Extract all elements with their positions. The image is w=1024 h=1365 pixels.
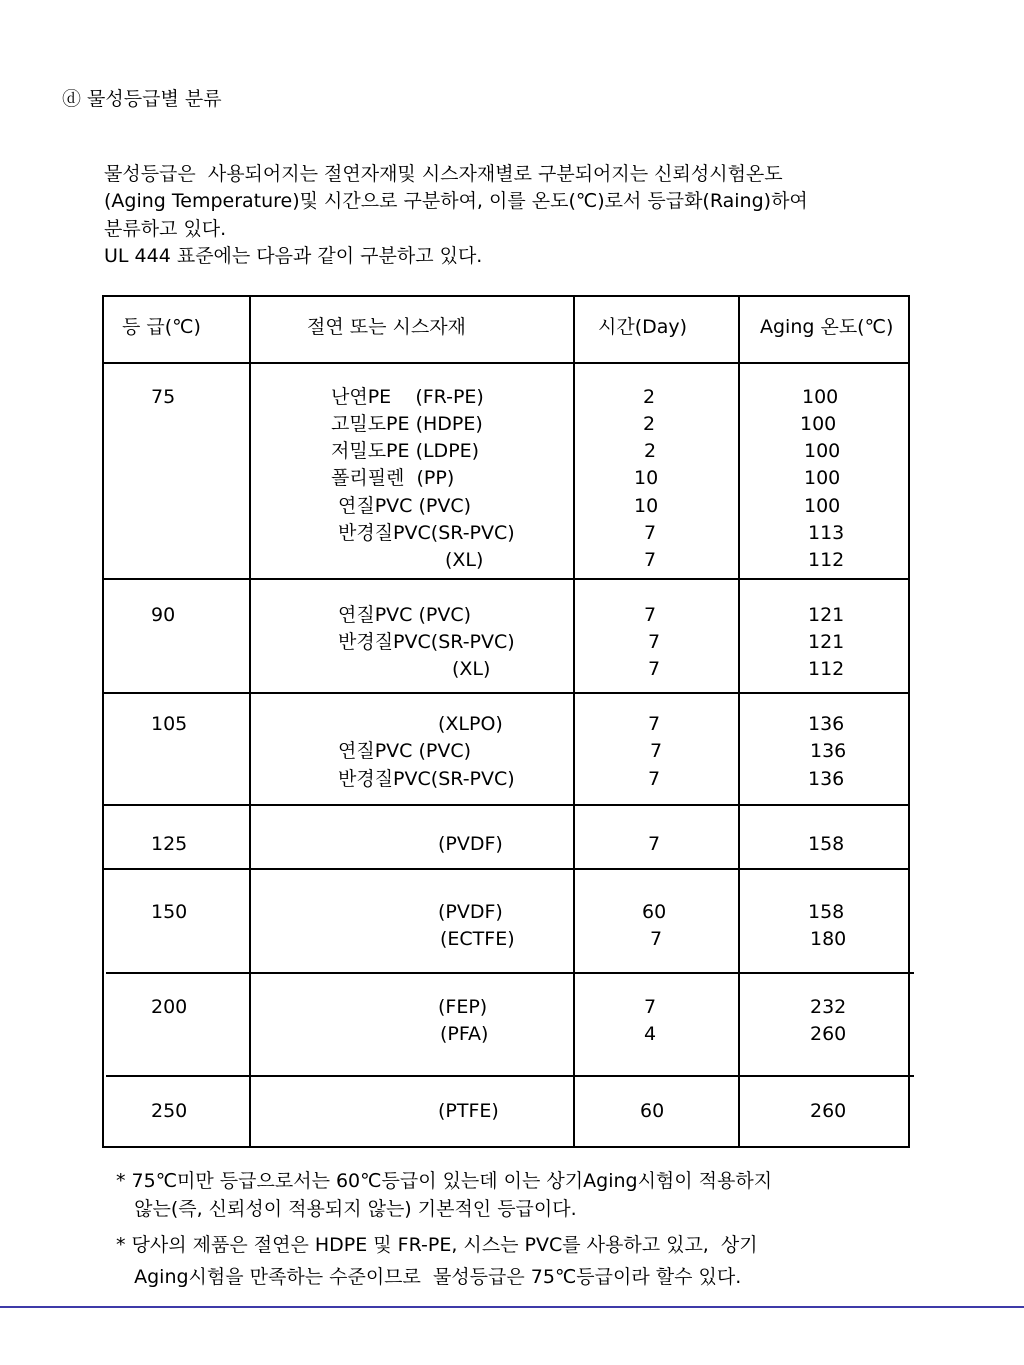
temp-cell: 121 bbox=[808, 631, 845, 653]
intro-line-2: (Aging Temperature)및 시간으로 구분하여, 이를 온도(℃)로서 등급화(Raing)하여 bbox=[104, 190, 808, 212]
row-divider bbox=[102, 804, 910, 806]
material-cell: (XLPO) bbox=[438, 713, 503, 735]
material-cell: (PTFE) bbox=[438, 1100, 499, 1122]
material-cell: 반경질PVC(SR-PVC) bbox=[338, 631, 515, 653]
material-cell: (PVDF) bbox=[438, 833, 503, 855]
column-divider bbox=[573, 295, 575, 1148]
material-cell: 반경질PVC(SR-PVC) bbox=[338, 522, 515, 544]
note-line-4: Aging시험을 만족하는 수준이므로 물성등급은 75℃등급이라 할수 있다. bbox=[116, 1266, 742, 1288]
grade-cell: 90 bbox=[151, 604, 176, 626]
temp-cell: 136 bbox=[808, 713, 845, 735]
note-line-1: * 75℃미만 등급으로서는 60℃등급이 있는데 이는 상기Aging시험이 적용하지 bbox=[116, 1170, 773, 1192]
time-cell: 60 bbox=[642, 901, 667, 923]
grade-table bbox=[102, 295, 910, 1148]
time-cell: 10 bbox=[634, 467, 659, 489]
temp-cell: 112 bbox=[808, 549, 845, 571]
time-cell: 2 bbox=[643, 386, 656, 408]
row-divider bbox=[102, 578, 910, 580]
row-divider bbox=[102, 362, 910, 364]
temp-cell: 100 bbox=[804, 440, 841, 462]
footer-rule bbox=[0, 1306, 1024, 1308]
time-cell: 7 bbox=[648, 631, 661, 653]
temp-cell: 260 bbox=[810, 1023, 847, 1045]
row-divider bbox=[102, 868, 910, 870]
header-time: 시간(Day) bbox=[598, 316, 688, 338]
grade-cell: 75 bbox=[151, 386, 176, 408]
temp-cell: 158 bbox=[808, 901, 845, 923]
temp-cell: 100 bbox=[804, 467, 841, 489]
time-cell: 60 bbox=[640, 1100, 665, 1122]
material-cell: 연질PVC (PVC) bbox=[338, 740, 472, 762]
material-cell: 연질PVC (PVC) bbox=[338, 495, 472, 517]
temp-cell: 100 bbox=[802, 386, 839, 408]
grade-cell: 200 bbox=[151, 996, 188, 1018]
note-line-2: 않는(즉, 신뢰성이 적용되지 않는) 기본적인 등급이다. bbox=[116, 1198, 577, 1220]
material-cell: 연질PVC (PVC) bbox=[338, 604, 472, 626]
time-cell: 7 bbox=[644, 549, 657, 571]
header-material: 절연 또는 시스자재 bbox=[307, 316, 466, 338]
time-cell: 2 bbox=[644, 440, 657, 462]
row-divider bbox=[106, 1075, 914, 1077]
temp-cell: 180 bbox=[810, 928, 847, 950]
grade-cell: 105 bbox=[151, 713, 188, 735]
temp-cell: 158 bbox=[808, 833, 845, 855]
material-cell: (PFA) bbox=[440, 1023, 489, 1045]
material-cell: 난연PE (FR-PE) bbox=[331, 386, 484, 408]
time-cell: 7 bbox=[648, 658, 661, 680]
column-divider bbox=[738, 295, 740, 1148]
time-cell: 7 bbox=[650, 928, 663, 950]
material-cell: (FEP) bbox=[438, 996, 488, 1018]
header-aging-temp: Aging 온도(℃) bbox=[760, 316, 894, 338]
row-divider bbox=[102, 692, 910, 694]
time-cell: 10 bbox=[634, 495, 659, 517]
temp-cell: 136 bbox=[810, 740, 847, 762]
intro-line-4: UL 444 표준에는 다음과 같이 구분하고 있다. bbox=[104, 245, 483, 267]
temp-cell: 112 bbox=[808, 658, 845, 680]
column-divider bbox=[249, 295, 251, 1148]
temp-cell: 232 bbox=[810, 996, 847, 1018]
material-cell: 반경질PVC(SR-PVC) bbox=[338, 768, 515, 790]
material-cell: (XL) bbox=[445, 549, 484, 571]
material-cell: (ECTFE) bbox=[440, 928, 515, 950]
time-cell: 7 bbox=[644, 996, 657, 1018]
section-heading: ⓓ 물성등급별 분류 bbox=[62, 88, 222, 110]
time-cell: 7 bbox=[648, 713, 661, 735]
intro-line-3: 분류하고 있다. bbox=[104, 218, 227, 240]
material-cell: (PVDF) bbox=[438, 901, 503, 923]
temp-cell: 121 bbox=[808, 604, 845, 626]
temp-cell: 113 bbox=[808, 522, 845, 544]
time-cell: 7 bbox=[648, 833, 661, 855]
temp-cell: 136 bbox=[808, 768, 845, 790]
material-cell: 고밀도PE (HDPE) bbox=[331, 413, 483, 435]
temp-cell: 100 bbox=[800, 413, 837, 435]
header-grade: 등 급(℃) bbox=[122, 316, 201, 338]
grade-cell: 250 bbox=[151, 1100, 188, 1122]
time-cell: 7 bbox=[648, 768, 661, 790]
temp-cell: 260 bbox=[810, 1100, 847, 1122]
temp-cell: 100 bbox=[804, 495, 841, 517]
material-cell: 저밀도PE (LDPE) bbox=[331, 440, 480, 462]
grade-cell: 125 bbox=[151, 833, 188, 855]
time-cell: 4 bbox=[644, 1023, 657, 1045]
time-cell: 7 bbox=[644, 522, 657, 544]
time-cell: 7 bbox=[644, 604, 657, 626]
row-divider bbox=[106, 972, 914, 974]
note-line-3: * 당사의 제품은 절연은 HDPE 및 FR-PE, 시스는 PVC를 사용하고 있고, 상기 bbox=[116, 1234, 758, 1256]
material-cell: 폴리필렌 (PP) bbox=[331, 467, 455, 489]
grade-cell: 150 bbox=[151, 901, 188, 923]
time-cell: 7 bbox=[650, 740, 663, 762]
intro-line-1: 물성등급은 사용되어지는 절연자재및 시스자재별로 구분되어지는 신뢰성시험온도 bbox=[104, 163, 783, 185]
time-cell: 2 bbox=[643, 413, 656, 435]
material-cell: (XL) bbox=[452, 658, 491, 680]
